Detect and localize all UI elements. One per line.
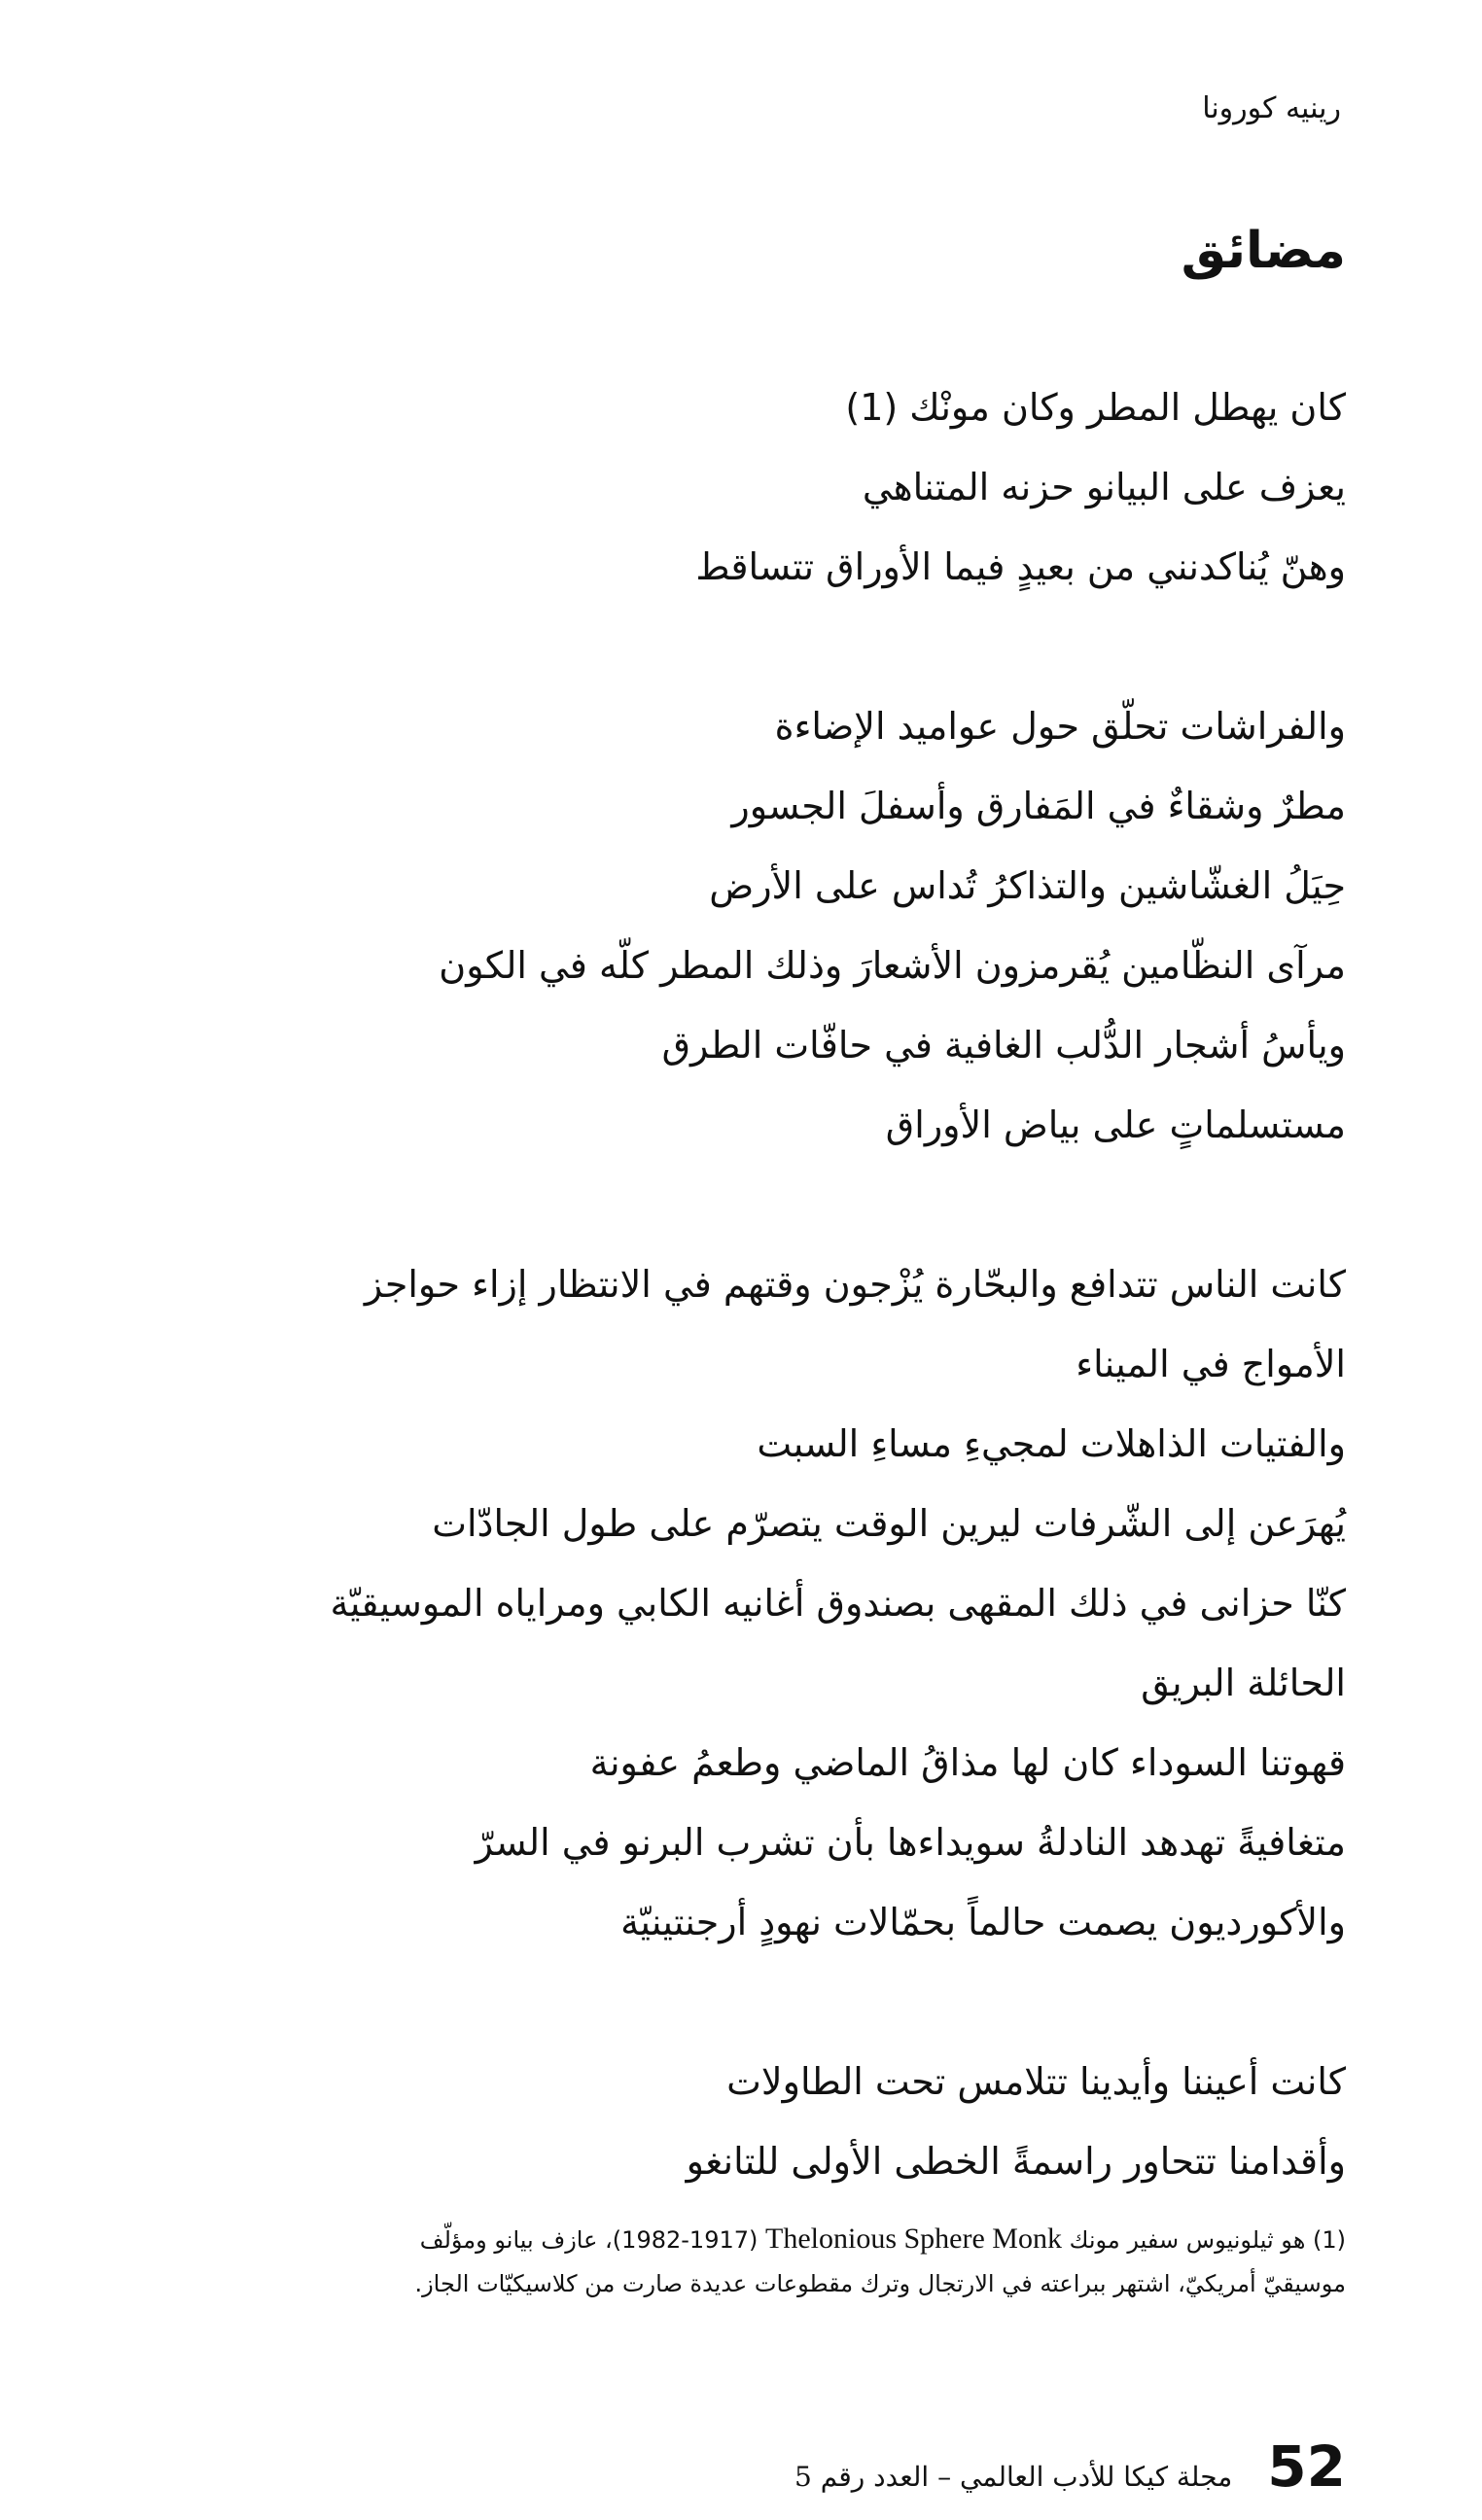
poem-line: والأكورديون يصمت حالماً بحمّالات نهودٍ أرجنتينيّة (620, 1901, 1346, 1943)
poem-line: الأمواج في الميناء (1076, 1343, 1346, 1385)
footnote-line-2: موسيقيّ أمريكيّ، اشتهر ببراعته في الارتجال وترك مقطوعات عديدة صارت من كلاسيكيّات الجاز. (414, 2270, 1346, 2297)
page-footer (794, 2432, 1346, 2501)
poem-title: مضائق (1181, 222, 1346, 280)
poem-line: متغافيةً تهدهد النادلةُ سويداءها بأن تشرب البرنو في السرّ (475, 1821, 1346, 1864)
poem-line: كانت الناس تتدافع والبحّارة يُزْجون وقتهم في الانتظار إزاء حواجز (364, 1263, 1346, 1306)
footnote (130, 2217, 1346, 2306)
poem-body (130, 368, 1346, 2201)
poem-line: ويأسُ أشجار الدُّلب الغافية في حافّات الطرق (661, 1024, 1346, 1067)
poem-line: والفراشات تحلّق حول عواميد الإضاءة (774, 705, 1346, 748)
footnote-line-1 (130, 2217, 1346, 2262)
stanza-2 (130, 686, 1346, 1165)
footnote-latin-name: Thelonious Sphere Monk (765, 2222, 1062, 2255)
poem-line: قهوتنا السوداء كان لها مذاقُ الماضي وطعمُ عفونة (589, 1741, 1346, 1784)
poem-line: كنّا حزانى في ذلك المقهى بصندوق أغانيه الكابي ومراياه الموسيقيّة (330, 1582, 1346, 1625)
poem-line: كانت أعيننا وأيدينا تتلامس تحت الطاولات (726, 2060, 1346, 2103)
poem-line: حِيَلُ الغشّاشين والتذاكرُ تُداس على الأرض (709, 864, 1346, 907)
poem-line: وهنّ يُناكدنني من بعيدٍ فيما الأوراق تتساقط (695, 545, 1346, 588)
poem-line: يُهرَعن إلى الشّرفات ليرين الوقت يتصرّم على طول الجادّات (432, 1502, 1346, 1545)
footnote-dates: (1917-1982)، عازف بيانو ومؤلّف (419, 2226, 759, 2254)
page-number: 52 (1267, 2433, 1346, 2500)
poem-line: يعزف على البيانو حزنه المتناهي (862, 466, 1346, 508)
footnote-prefix: (1) هو ثيلونيوس سفير مونك (1069, 2226, 1346, 2254)
stanza-3 (130, 1244, 1346, 1962)
stanza-4 (130, 2042, 1346, 2201)
poem-line: مستسلماتٍ على بياض الأوراق (885, 1103, 1346, 1146)
journal-name: مجلة كيكا للأدب العالمي – العدد رقم 5 (794, 2461, 1233, 2493)
poem-line: مرآى النظّامين يُقرمزون الأشعارَ وذلك المطر كلّه في الكون (439, 944, 1346, 987)
author-name: رينيه كورونا (1202, 91, 1341, 125)
poem-line: وأقدامنا تتحاور راسمةً الخطى الأولى للتانغو (686, 2140, 1346, 2183)
poem-line: كان يهطل المطر وكان مونْك (1) (845, 386, 1346, 429)
stanza-1 (130, 368, 1346, 607)
poem-line: الحائلة البريق (1141, 1662, 1346, 1704)
poem-line: والفتيات الذاهلات لمجيءِ مساءِ السبت (757, 1422, 1346, 1465)
poem-line: مطرٌ وشقاءٌ في المَفارق وأسفلَ الجسور (731, 785, 1346, 827)
